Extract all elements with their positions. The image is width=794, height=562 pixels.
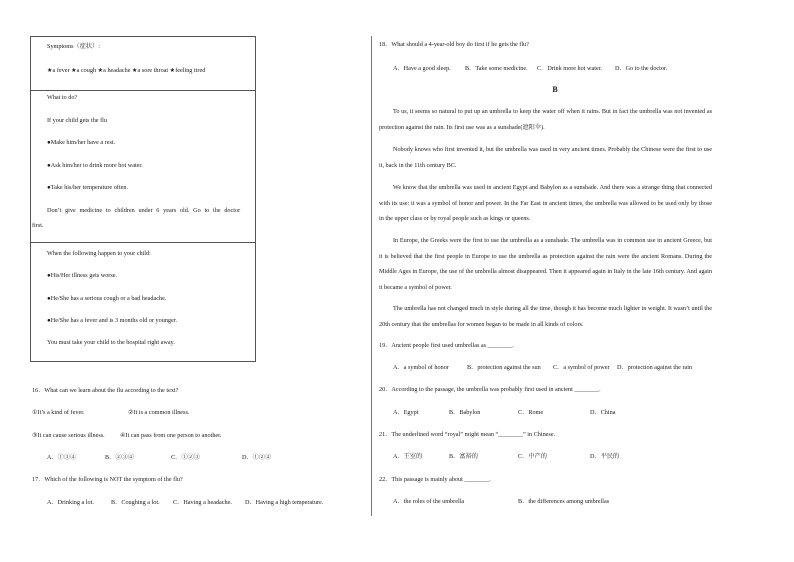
q18-option-b[interactable]: B．Take some medicine. bbox=[465, 65, 528, 72]
when-item: ●He/She has a fever and is 3 months old or younger. bbox=[47, 317, 178, 324]
q20-option-d[interactable]: D．China bbox=[590, 409, 616, 416]
q19-option-c[interactable]: C．a symbol of power bbox=[553, 364, 610, 371]
do-item: ●Make him/her have a rest. bbox=[47, 139, 116, 146]
symptoms-list: ★a fever ★a cough ★a headache ★a sore throat ★feeling tired bbox=[47, 67, 206, 74]
section-b-heading: B bbox=[552, 85, 558, 94]
q16-statement-2: ②It is a common illness. bbox=[128, 409, 190, 416]
question-17: 17．Which of the following is NOT the symptom of the flu? bbox=[32, 476, 183, 483]
q17-option-c[interactable]: C．Having a headache. bbox=[173, 499, 232, 506]
q16-option-a[interactable]: A．①③④ bbox=[47, 454, 77, 461]
column-divider bbox=[371, 36, 372, 516]
q21-option-d[interactable]: D．平民的 bbox=[590, 453, 620, 460]
when-item: ●His/Her illness gets worse. bbox=[47, 272, 118, 279]
q19-option-a[interactable]: A．a symbol of honor bbox=[393, 364, 449, 371]
question-22: 22．This passage is mainly about ________. bbox=[379, 476, 491, 483]
when-item: ●He/She has a serious cough or a bad headache. bbox=[47, 295, 167, 302]
q16-statement-4: ④It can pass from one person to another. bbox=[120, 432, 222, 439]
question-19: 19．Ancient people first used umbrellas as ________. bbox=[379, 342, 514, 349]
q17-option-b[interactable]: B．Coughing a lot. bbox=[111, 499, 160, 506]
q19-option-b[interactable]: B．protection against the sun bbox=[467, 364, 541, 371]
when-following: When the following happen to your child: bbox=[47, 250, 151, 257]
q17-option-a[interactable]: A．Drinking a lot. bbox=[47, 499, 94, 506]
q21-option-c[interactable]: C．中产的 bbox=[518, 453, 547, 460]
dont-medicine: Don’t give medicine to children under 6 years old. Go to the doctor bbox=[47, 207, 241, 214]
q18-option-c[interactable]: C．Drink more hot water. bbox=[537, 65, 602, 72]
q16-option-d[interactable]: D．①②④ bbox=[242, 454, 272, 461]
q21-option-a[interactable]: A．王室的 bbox=[393, 453, 423, 460]
q16-statement-3: ③It can cause serious illness. bbox=[32, 432, 105, 439]
q16-option-c[interactable]: C．①②③ bbox=[171, 454, 200, 461]
passage-paragraph-5: The umbrella has not changed much in style during all the time, though it has become much lighter in weight. It wasn’t until the 20th century that the umbrellas for women began to be made in all kinds of colors. bbox=[379, 305, 712, 328]
q18-option-d[interactable]: D．Go to the doctor. bbox=[615, 65, 668, 72]
do-item: ●Ask him/her to drink more hot water. bbox=[47, 162, 143, 169]
q19-option-d[interactable]: D．protection against the rain bbox=[617, 364, 693, 371]
symptoms-label: Symptoms（症状）: bbox=[47, 43, 100, 50]
q22-option-b[interactable]: B．the differences among umbrellas bbox=[518, 498, 610, 505]
q21-option-b[interactable]: B．富裕的 bbox=[449, 453, 478, 460]
question-20: 20．According to the passage, the umbrella was probably first used in ancient ________. bbox=[379, 386, 601, 393]
passage-paragraph-3: We know that the umbrella was used in ancient Egypt and Babylon as a sunshade. And there was a strange thing that connected with its use: it was a symbol of honor and power. In the Far East in ancient times, the umbrella was allowed to be used only by those in the upper class or by royal people such as kings or queens. bbox=[379, 184, 712, 222]
what-to-do-heading: What to do? bbox=[47, 94, 78, 101]
q17-option-d[interactable]: D．Having a high temperature. bbox=[245, 499, 324, 506]
dont-medicine-cont: first. bbox=[32, 222, 44, 229]
passage-paragraph-2: Nobody knows who first invented it, but the umbrella was used in very ancient times. Probably the Chinese were the first to use it, back in the 11th century BC. bbox=[379, 146, 712, 169]
passage-paragraph-4: In Europe, the Greeks were the first to use the umbrella as a sunshade. The umbrella was in common use in ancient Greece, but it is believed that the first people in Europe to use the umbrella as protection against the rain were the ancient Romans. During the Middle Ages in Europe, the use of the umbrella almost disappeared. Then it appeared again in Italy in the late 16th century. And again it became a symbol of power. bbox=[379, 237, 712, 291]
question-18: 18．What should a 4-year-old boy do first if he gets the flu? bbox=[379, 41, 529, 48]
question-16: 16．What can we learn about the flu according to the text? bbox=[32, 387, 179, 394]
question-21: 21．The underlined word “royal” might mean “________” in Chinese. bbox=[379, 431, 556, 438]
q22-option-a[interactable]: A．the roles of the umbrella bbox=[393, 498, 465, 505]
q20-option-c[interactable]: C．Rome bbox=[518, 409, 544, 416]
q16-option-b[interactable]: B．②③④ bbox=[105, 454, 134, 461]
hospital-note: You must take your child to the hospital right away. bbox=[47, 339, 175, 346]
q18-option-a[interactable]: A．Have a good sleep. bbox=[393, 65, 451, 72]
passage-paragraph-1: To us, it seems so natural to put up an umbrella to keep the water off when it rains. But in fact the umbrella was not invented as protection against the rain. Its first use was as a sunshade(遮阳伞). bbox=[379, 108, 712, 131]
q20-option-b[interactable]: B．Babylon bbox=[449, 409, 481, 416]
do-item: ●Take his/her temperature often. bbox=[47, 184, 128, 191]
if-gets-flu: If your child gets the flu bbox=[47, 117, 107, 124]
q20-option-a[interactable]: A．Egypt bbox=[393, 409, 419, 416]
q16-statement-1: ①It’s a kind of fever. bbox=[32, 409, 85, 416]
